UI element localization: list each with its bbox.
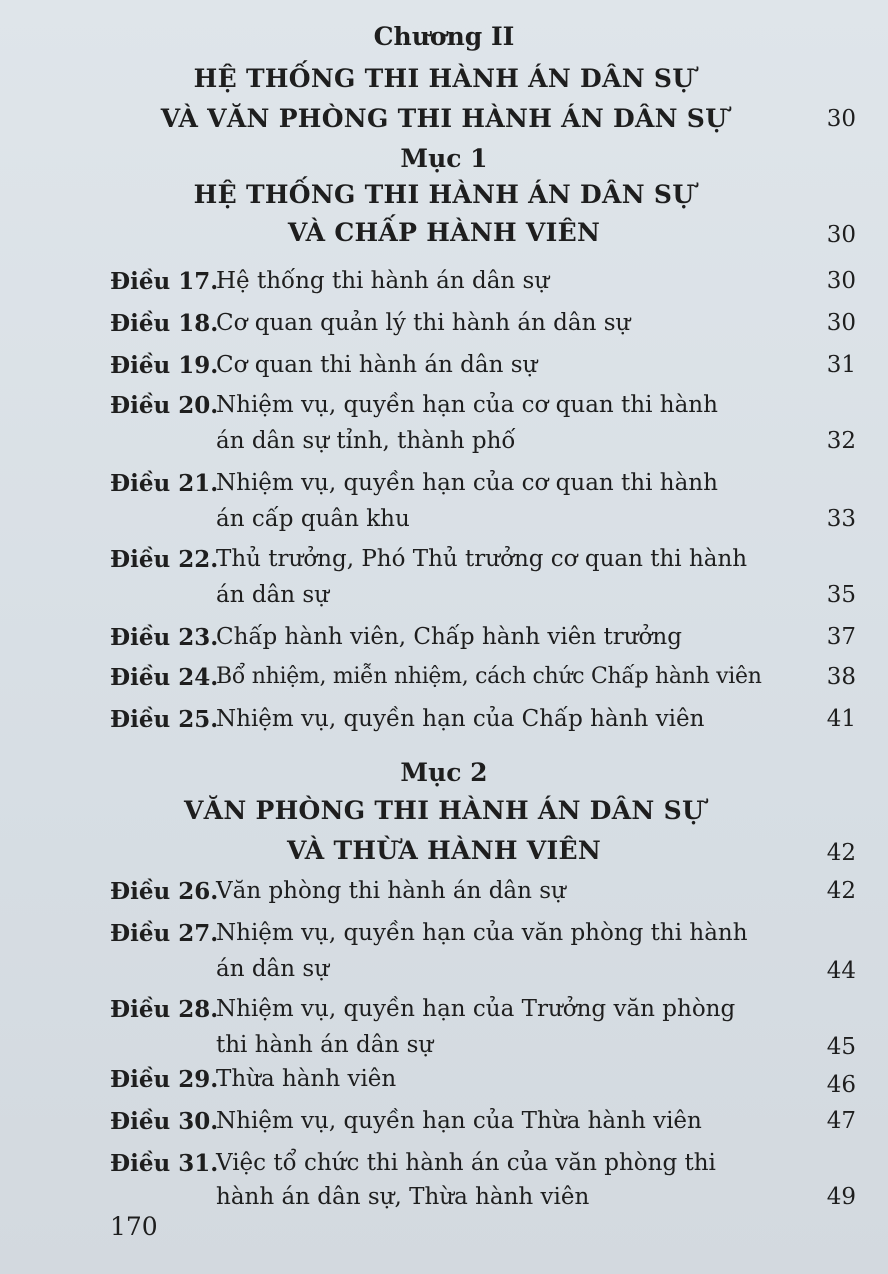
entry-page: 47 — [826, 1108, 856, 1134]
entry-label: Điều 27. — [110, 920, 219, 947]
page-number: 170 — [110, 1212, 158, 1241]
entry-title: Nhiệm vụ, quyền hạn của Chấp hành viên — [216, 706, 705, 732]
entry-page: 49 — [826, 1184, 856, 1210]
entry-title: Việc tổ chức thi hành án của văn phòng thi — [216, 1150, 716, 1176]
entry-label: Điều 17. — [110, 268, 219, 295]
entry-title: Văn phòng thi hành án dân sự — [216, 878, 566, 904]
entry-title-cont: hành án dân sự, Thừa hành viên — [216, 1184, 590, 1210]
entry-label: Điều 23. — [110, 624, 219, 651]
entry-label: Điều 18. — [110, 310, 219, 337]
entry-label: Điều 31. — [110, 1150, 219, 1177]
entry-title: Nhiệm vụ, quyền hạn của cơ quan thi hành — [216, 392, 718, 418]
entry-title: Chấp hành viên, Chấp hành viên trưởng — [216, 624, 682, 650]
section2-title-line1: VĂN PHÒNG THI HÀNH ÁN DÂN SỰ — [183, 796, 705, 825]
section1-page: 30 — [826, 222, 856, 248]
entry-page: 44 — [826, 958, 856, 984]
section2-label: Mục 2 — [400, 758, 488, 787]
entry-title-cont: thi hành án dân sự — [216, 1032, 434, 1058]
entry-title-cont: án dân sự — [216, 582, 330, 608]
entry-label: Điều 30. — [110, 1108, 219, 1135]
entry-title-cont: án dân sự tỉnh, thành phố — [216, 428, 516, 454]
entry-page: 35 — [826, 582, 856, 608]
entry-title: Nhiệm vụ, quyền hạn của Trưởng văn phòng — [216, 996, 736, 1022]
entry-title: Nhiệm vụ, quyền hạn của văn phòng thi hành — [216, 920, 748, 946]
entry-label: Điều 25. — [110, 706, 219, 733]
section2-title-line2: VÀ THỪA HÀNH VIÊN — [287, 836, 601, 865]
entry-page: 33 — [826, 506, 856, 532]
entry-label: Điều 29. — [110, 1066, 219, 1093]
entry-title: Nhiệm vụ, quyền hạn của Thừa hành viên — [216, 1108, 702, 1134]
chapter-label: Chương II — [373, 22, 515, 51]
entry-page: 45 — [826, 1034, 856, 1060]
entry-page: 46 — [826, 1072, 856, 1098]
section1-title-line1: HỆ THỐNG THI HÀNH ÁN DÂN SỰ — [193, 180, 695, 209]
entry-title: Cơ quan quản lý thi hành án dân sự — [216, 310, 631, 336]
section1-label: Mục 1 — [400, 144, 488, 173]
entry-page: 42 — [826, 878, 856, 904]
entry-label: Điều 24. — [110, 664, 219, 691]
chapter-title-line1: HỆ THỐNG THI HÀNH ÁN DÂN SỰ — [193, 64, 695, 93]
entry-label: Điều 19. — [110, 352, 219, 379]
entry-label: Điều 21. — [110, 470, 219, 497]
entry-title: Nhiệm vụ, quyền hạn của cơ quan thi hành — [216, 470, 718, 496]
entry-page: 30 — [826, 310, 856, 336]
entry-page: 30 — [826, 268, 856, 294]
entry-title: Hệ thống thi hành án dân sự — [216, 268, 550, 294]
entry-title: Cơ quan thi hành án dân sự — [216, 352, 538, 378]
section2-page: 42 — [826, 840, 856, 866]
entry-label: Điều 26. — [110, 878, 219, 905]
entry-title: Thủ trưởng, Phó Thủ trưởng cơ quan thi hành — [216, 546, 748, 572]
entry-page: 37 — [826, 624, 856, 650]
chapter-title-line2: VÀ VĂN PHÒNG THI HÀNH ÁN DÂN SỰ — [160, 104, 728, 133]
chapter-page: 30 — [826, 106, 856, 132]
entry-title-cont: án cấp quân khu — [216, 506, 410, 532]
entry-page: 32 — [826, 428, 856, 454]
entry-title: Thừa hành viên — [216, 1066, 397, 1092]
entry-page: 41 — [826, 706, 856, 732]
entry-label: Điều 28. — [110, 996, 219, 1023]
entry-title-cont: án dân sự — [216, 956, 330, 982]
section1-title-line2: VÀ CHẤP HÀNH VIÊN — [287, 218, 601, 247]
entry-label: Điều 20. — [110, 392, 219, 419]
entry-title: Bổ nhiệm, miễn nhiệm, cách chức Chấp hành viên — [216, 664, 762, 689]
entry-page: 38 — [826, 664, 856, 690]
entry-label: Điều 22. — [110, 546, 219, 573]
entry-page: 31 — [826, 352, 856, 378]
